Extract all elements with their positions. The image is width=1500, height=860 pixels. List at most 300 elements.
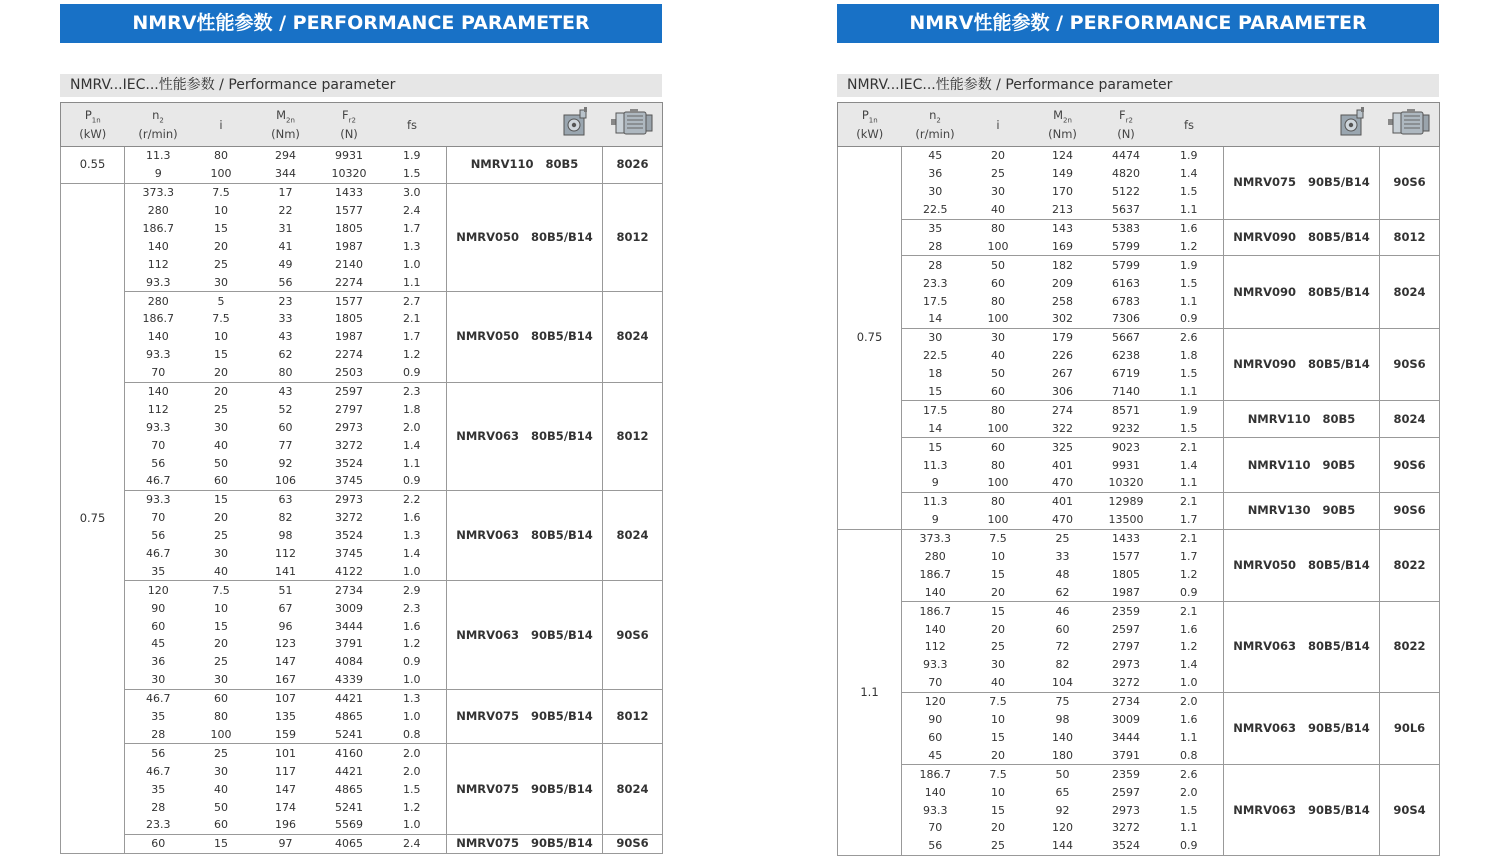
i-cell: 20 <box>991 622 1005 636</box>
n2-cell: 186.7 <box>142 222 174 235</box>
fr2-cell: 5667 <box>1098 328 1155 346</box>
fs-cell: 2.6 <box>1155 765 1224 783</box>
fs-cell: 1.3 <box>403 529 421 543</box>
n2-cell: 28 <box>902 256 969 274</box>
table-row <box>838 438 1440 456</box>
fr2-cell: 4084 <box>335 655 363 669</box>
fr2-cell: 9023 <box>1098 438 1155 456</box>
model-cell: NMRV050 80B5/B14 <box>447 183 603 291</box>
fs-cell: 1.1 <box>1180 821 1198 835</box>
fr2-cell: 7306 <box>1112 312 1140 326</box>
m2-cell: 141 <box>275 564 296 578</box>
fs-cell: 1.0 <box>403 710 421 724</box>
fs-cell: 1.9 <box>1155 401 1224 419</box>
m2-cell: 470 <box>1052 513 1073 527</box>
n2-cell: 112 <box>147 402 169 416</box>
n2-cell: 93.3 <box>146 348 171 362</box>
m2-cell: 62 <box>1055 585 1070 599</box>
model-cell: NMRV110 80B5 <box>1224 401 1380 438</box>
m2-cell: 120 <box>1052 821 1073 835</box>
fs-cell: 2.1 <box>403 312 421 326</box>
m2-cell: 401 <box>1052 458 1073 472</box>
fs-cell: 2.0 <box>403 764 421 778</box>
fs-cell: 0.8 <box>403 727 421 741</box>
n2-cell: 18 <box>928 367 943 381</box>
m2-cell: 25 <box>1028 529 1098 547</box>
i-cell: 20 <box>991 585 1005 599</box>
n2-cell: 90 <box>151 601 166 615</box>
fs-cell: 1.0 <box>403 564 421 578</box>
m2-cell: 82 <box>278 511 293 525</box>
n2-cell: 14 <box>928 421 943 435</box>
fr2-cell: 3272 <box>1112 821 1140 835</box>
power-cell: 0.75 <box>61 183 125 853</box>
fs-cell: 1.5 <box>403 167 421 181</box>
fs-cell: 2.1 <box>1155 492 1224 510</box>
table-row <box>61 581 663 599</box>
fs-cell: 1.0 <box>1180 676 1198 690</box>
motor-code-cell: 8024 <box>603 490 663 580</box>
fr2-cell: 1805 <box>1112 567 1140 581</box>
fr2-cell: 4865 <box>335 782 363 796</box>
motor-code-cell: 8026 <box>603 147 663 184</box>
motor-code-cell: 8024 <box>1380 401 1440 438</box>
header-speed: $n_2$ (r/min) <box>902 103 969 147</box>
fs-cell: 1.2 <box>403 637 421 651</box>
m2-cell: 97 <box>251 834 321 853</box>
i-cell: 60 <box>214 818 228 832</box>
n2-cell: 46.7 <box>146 474 171 488</box>
fr2-cell: 3444 <box>335 619 363 633</box>
m2-cell: 149 <box>1052 167 1073 181</box>
motor-icon <box>1380 103 1440 147</box>
fr2-cell: 1987 <box>1112 585 1140 599</box>
fr2-cell: 4421 <box>321 689 378 707</box>
header-radial-load: $F_{r2}$ (N) <box>1098 103 1155 147</box>
n2-cell: 140 <box>924 585 946 599</box>
fs-cell: 0.9 <box>403 655 421 669</box>
i-cell: 20 <box>991 149 1005 163</box>
header-torque: $M_{2n}$ (Nm) <box>1028 103 1098 147</box>
fr2-cell: 1987 <box>335 330 363 344</box>
i-cell: 25 <box>214 257 228 271</box>
fs-cell: 2.2 <box>378 490 447 508</box>
m2-cell: 123 <box>275 637 296 651</box>
model-cell: NMRV110 90B5 <box>1224 438 1380 493</box>
n2-cell: 280 <box>924 550 946 564</box>
i-cell: 10 <box>991 550 1005 564</box>
m2-cell: 17 <box>251 183 321 201</box>
fr2-cell: 2973 <box>335 420 363 434</box>
i-cell: 20 <box>214 366 228 380</box>
m2-cell: 470 <box>1052 476 1073 490</box>
fr2-cell: 3444 <box>1112 730 1140 744</box>
n2-cell: 35 <box>151 564 166 578</box>
fs-cell: 1.7 <box>1180 513 1198 527</box>
n2-cell: 15 <box>928 385 943 399</box>
m2-cell: 112 <box>275 547 296 561</box>
fs-cell: 1.5 <box>1180 803 1198 817</box>
n2-cell: 46.7 <box>125 689 192 707</box>
table-row <box>61 382 663 400</box>
model-cell: NMRV075 90B5/B14 <box>1224 147 1380 220</box>
fr2-cell: 2274 <box>335 348 363 362</box>
m2-cell: 302 <box>1052 312 1073 326</box>
motor-code-cell: 90S4 <box>1380 765 1440 855</box>
fs-cell: 1.3 <box>378 689 447 707</box>
i-cell: 15 <box>192 834 251 853</box>
fs-cell: 1.4 <box>403 438 421 452</box>
n2-cell: 9 <box>931 513 939 527</box>
fs-cell: 1.9 <box>1180 149 1198 163</box>
m2-cell: 274 <box>1028 401 1098 419</box>
m2-cell: 82 <box>1055 658 1070 672</box>
motor-code-cell: 90S6 <box>1380 147 1440 220</box>
header-service-factor: fs <box>378 103 447 147</box>
page-banner: NMRV性能参数 / PERFORMANCE PARAMETER <box>60 4 662 43</box>
fs-cell: 1.5 <box>403 782 421 796</box>
fr2-cell: 13500 <box>1108 513 1144 527</box>
n2-cell: 22.5 <box>923 203 948 217</box>
i-cell: 10 <box>991 785 1005 799</box>
fr2-cell: 5637 <box>1112 203 1140 217</box>
fs-cell: 2.1 <box>1155 529 1224 547</box>
i-cell: 25 <box>214 402 228 416</box>
model-cell: NMRV090 80B5/B14 <box>1224 256 1380 329</box>
fr2-cell: 5799 <box>1112 239 1140 253</box>
n2-cell: 70 <box>151 511 166 525</box>
m2-cell: 41 <box>278 239 293 253</box>
fr2-cell: 2797 <box>335 402 363 416</box>
i-cell: 30 <box>214 673 228 687</box>
m2-cell: 49 <box>278 257 293 271</box>
fs-cell: 1.1 <box>1180 203 1198 217</box>
i-cell: 20 <box>214 637 228 651</box>
fs-cell: 2.9 <box>378 581 447 599</box>
i-cell: 10 <box>214 330 228 344</box>
fr2-cell: 1987 <box>335 239 363 253</box>
fr2-cell: 2274 <box>335 275 363 289</box>
fs-cell: 0.9 <box>1180 585 1198 599</box>
n2-cell: 112 <box>147 257 169 271</box>
i-cell: 50 <box>991 367 1005 381</box>
motor-code-cell: 90S6 <box>1380 438 1440 493</box>
n2-cell: 30 <box>928 185 943 199</box>
m2-cell: 344 <box>275 167 296 181</box>
n2-cell: 9 <box>931 476 939 490</box>
performance-table <box>60 102 663 854</box>
n2-cell: 60 <box>151 619 166 633</box>
fs-cell: 1.8 <box>403 402 421 416</box>
i-cell: 100 <box>210 167 232 181</box>
m2-cell: 267 <box>1052 367 1073 381</box>
fs-cell: 2.0 <box>1180 785 1198 799</box>
fs-cell: 2.0 <box>1155 692 1224 710</box>
fs-cell: 1.4 <box>403 547 421 561</box>
n2-cell: 36 <box>151 655 166 669</box>
fr2-cell: 2973 <box>1112 658 1140 672</box>
fr2-cell: 1433 <box>1098 529 1155 547</box>
n2-cell: 70 <box>928 676 943 690</box>
n2-cell: 140 <box>924 785 946 799</box>
n2-cell: 35 <box>151 782 166 796</box>
i-cell: 7.5 <box>192 183 251 201</box>
fr2-cell: 3791 <box>1112 748 1140 762</box>
i-cell: 20 <box>991 748 1005 762</box>
m2-cell: 50 <box>1028 765 1098 783</box>
fs-cell: 1.1 <box>1180 294 1198 308</box>
motor-code-cell: 8012 <box>603 689 663 744</box>
table-row <box>838 328 1440 346</box>
i-cell: 20 <box>214 511 228 525</box>
i-cell: 80 <box>969 401 1028 419</box>
n2-cell: 11.3 <box>902 492 969 510</box>
fr2-cell: 3272 <box>335 438 363 452</box>
m2-cell: 22 <box>278 204 293 218</box>
fr2-cell: 9931 <box>335 149 363 163</box>
i-cell: 60 <box>214 474 228 488</box>
fr2-cell: 3524 <box>1098 837 1155 855</box>
m2-cell: 104 <box>1052 676 1073 690</box>
n2-cell: 60 <box>125 834 192 853</box>
n2-cell: 56 <box>151 456 166 470</box>
i-cell: 7.5 <box>969 765 1028 783</box>
m2-cell: 124 <box>1052 149 1073 163</box>
i-cell: 20 <box>214 239 228 253</box>
i-cell: 80 <box>969 492 1028 510</box>
fs-cell: 1.2 <box>403 800 421 814</box>
n2-cell: 28 <box>151 800 166 814</box>
fr2-cell: 9232 <box>1112 421 1140 435</box>
i-cell: 40 <box>214 564 228 578</box>
n2-cell: 140 <box>147 330 169 344</box>
fs-cell: 0.9 <box>1180 312 1198 326</box>
fr2-cell: 3791 <box>335 637 363 651</box>
fr2-cell: 3524 <box>335 456 363 470</box>
m2-cell: 258 <box>1052 294 1073 308</box>
m2-cell: 75 <box>1028 692 1098 710</box>
i-cell: 50 <box>969 256 1028 274</box>
table-row <box>838 219 1440 237</box>
fr2-cell: 3009 <box>1112 713 1140 727</box>
i-cell: 20 <box>192 382 251 400</box>
n2-cell: 35 <box>151 710 166 724</box>
n2-cell: 23.3 <box>146 818 171 832</box>
i-cell: 30 <box>214 547 228 561</box>
fr2-cell: 4474 <box>1112 149 1140 163</box>
n2-cell: 46.7 <box>146 764 171 778</box>
m2-cell: 180 <box>1052 748 1073 762</box>
motor-code-cell: 8012 <box>603 382 663 490</box>
power-cell: 0.75 <box>838 147 902 530</box>
m2-cell: 72 <box>1055 640 1070 654</box>
fs-cell: 1.7 <box>1180 550 1198 564</box>
i-cell: 10 <box>214 601 228 615</box>
fr2-cell: 3272 <box>335 511 363 525</box>
fr2-cell: 6783 <box>1112 294 1140 308</box>
fr2-cell: 2597 <box>1112 785 1140 799</box>
table-row <box>838 147 1440 165</box>
i-cell: 15 <box>192 490 251 508</box>
fr2-cell: 3009 <box>335 601 363 615</box>
n2-cell: 9 <box>154 167 162 181</box>
header-speed: $n_2$ (r/min) <box>125 103 192 147</box>
table-row <box>61 689 663 707</box>
model-cell: NMRV063 80B5/B14 <box>1224 602 1380 692</box>
m2-cell: 46 <box>1028 602 1098 620</box>
fr2-cell: 5241 <box>335 800 363 814</box>
fr2-cell: 5569 <box>335 818 363 832</box>
n2-cell: 90 <box>928 713 943 727</box>
motor-code-cell: 90S6 <box>1380 328 1440 401</box>
m2-cell: 322 <box>1052 421 1073 435</box>
fs-cell: 1.5 <box>1180 367 1198 381</box>
model-cell: NMRV063 90B5/B14 <box>1224 692 1380 765</box>
fr2-cell: 4065 <box>321 834 378 853</box>
header-radial-load: $F_{r2}$ (N) <box>321 103 378 147</box>
fs-cell: 1.4 <box>1180 167 1198 181</box>
n2-cell: 45 <box>151 637 166 651</box>
fs-cell: 1.0 <box>403 673 421 687</box>
n2-cell: 56 <box>151 529 166 543</box>
fs-cell: 1.2 <box>1180 239 1198 253</box>
fs-cell: 1.0 <box>403 818 421 832</box>
n2-cell: 28 <box>928 239 943 253</box>
table-row <box>838 492 1440 510</box>
n2-cell: 93.3 <box>146 275 171 289</box>
n2-cell: 93.3 <box>125 490 192 508</box>
fr2-cell: 5799 <box>1098 256 1155 274</box>
fs-cell: 0.9 <box>1155 837 1224 855</box>
i-cell: 100 <box>987 421 1009 435</box>
fr2-cell: 4421 <box>335 764 363 778</box>
n2-cell: 22.5 <box>923 349 948 363</box>
fs-cell: 2.3 <box>378 382 447 400</box>
table-row <box>838 256 1440 274</box>
motor-code-cell: 8022 <box>1380 529 1440 602</box>
i-cell: 10 <box>991 713 1005 727</box>
fr2-cell: 2597 <box>321 382 378 400</box>
m2-cell: 92 <box>278 456 293 470</box>
model-cell: NMRV063 80B5/B14 <box>447 382 603 490</box>
i-cell: 100 <box>210 727 232 741</box>
i-cell: 25 <box>991 167 1005 181</box>
n2-cell: 120 <box>902 692 969 710</box>
fr2-cell: 8571 <box>1098 401 1155 419</box>
m2-cell: 179 <box>1028 328 1098 346</box>
m2-cell: 96 <box>278 619 293 633</box>
n2-cell: 120 <box>125 581 192 599</box>
table-row <box>61 147 663 165</box>
power-cell: 0.55 <box>61 147 125 184</box>
i-cell: 30 <box>991 658 1005 672</box>
n2-cell: 140 <box>924 622 946 636</box>
i-cell: 60 <box>192 689 251 707</box>
i-cell: 100 <box>987 239 1009 253</box>
m2-cell: 67 <box>278 601 293 615</box>
motor-code-cell: 90S6 <box>603 581 663 689</box>
model-cell: NMRV075 90B5/B14 <box>447 689 603 744</box>
motor-code-cell: 8012 <box>603 183 663 291</box>
i-cell: 15 <box>214 222 228 235</box>
fr2-cell: 2973 <box>321 490 378 508</box>
n2-cell: 186.7 <box>919 567 951 581</box>
n2-cell: 36 <box>928 167 943 181</box>
n2-cell: 11.3 <box>146 149 171 163</box>
i-cell: 100 <box>987 476 1009 490</box>
fs-cell: 1.3 <box>403 239 421 253</box>
fr2-cell: 2359 <box>1098 765 1155 783</box>
motor-code-cell: 90L6 <box>1380 692 1440 765</box>
fr2-cell: 1805 <box>335 222 363 235</box>
n2-cell: 30 <box>151 673 166 687</box>
i-cell: 40 <box>214 438 228 452</box>
m2-cell: 147 <box>275 782 296 796</box>
i-cell: 50 <box>214 456 228 470</box>
n2-cell: 56 <box>902 837 969 855</box>
m2-cell: 52 <box>278 402 293 416</box>
n2-cell: 93.3 <box>146 420 171 434</box>
n2-cell: 11.3 <box>923 458 948 472</box>
n2-cell: 280 <box>147 204 169 218</box>
fs-cell: 1.5 <box>1180 185 1198 199</box>
performance-table <box>837 102 1440 856</box>
m2-cell: 23 <box>251 292 321 310</box>
n2-cell: 93.3 <box>923 803 948 817</box>
i-cell: 30 <box>214 420 228 434</box>
fs-cell: 1.8 <box>1180 349 1198 363</box>
i-cell: 60 <box>991 385 1005 399</box>
n2-cell: 14 <box>928 312 943 326</box>
m2-cell: 77 <box>278 438 293 452</box>
fs-cell: 2.0 <box>403 420 421 434</box>
i-cell: 15 <box>969 602 1028 620</box>
i-cell: 7.5 <box>192 581 251 599</box>
m2-cell: 306 <box>1052 385 1073 399</box>
i-cell: 25 <box>192 744 251 762</box>
i-cell: 25 <box>214 655 228 669</box>
i-cell: 7.5 <box>212 312 230 326</box>
fr2-cell: 1577 <box>321 292 378 310</box>
fs-cell: 1.1 <box>1180 730 1198 744</box>
n2-cell: 45 <box>928 748 943 762</box>
fr2-cell: 1577 <box>335 204 363 218</box>
table-subtitle: NMRV...IEC...性能参数 / Performance parameter <box>837 74 1439 97</box>
n2-cell: 112 <box>924 640 946 654</box>
fr2-cell: 3524 <box>335 529 363 543</box>
fs-cell: 1.2 <box>1180 640 1198 654</box>
n2-cell: 93.3 <box>923 658 948 672</box>
n2-cell: 186.7 <box>902 602 969 620</box>
model-cell: NMRV130 90B5 <box>1224 492 1380 529</box>
table-row <box>838 602 1440 620</box>
m2-cell: 167 <box>275 673 296 687</box>
m2-cell: 135 <box>275 710 296 724</box>
i-cell: 40 <box>991 676 1005 690</box>
fr2-cell: 2973 <box>1112 803 1140 817</box>
fs-cell: 1.1 <box>403 456 421 470</box>
m2-cell: 48 <box>1055 567 1070 581</box>
fs-cell: 1.1 <box>403 275 421 289</box>
m2-cell: 140 <box>1052 730 1073 744</box>
n2-cell: 23.3 <box>923 276 948 290</box>
fr2-cell: 2797 <box>1112 640 1140 654</box>
n2-cell: 45 <box>928 149 943 163</box>
fr2-cell: 2503 <box>335 366 363 380</box>
fs-cell: 2.0 <box>378 744 447 762</box>
n2-cell: 70 <box>151 438 166 452</box>
model-cell: NMRV063 90B5/B14 <box>447 581 603 689</box>
